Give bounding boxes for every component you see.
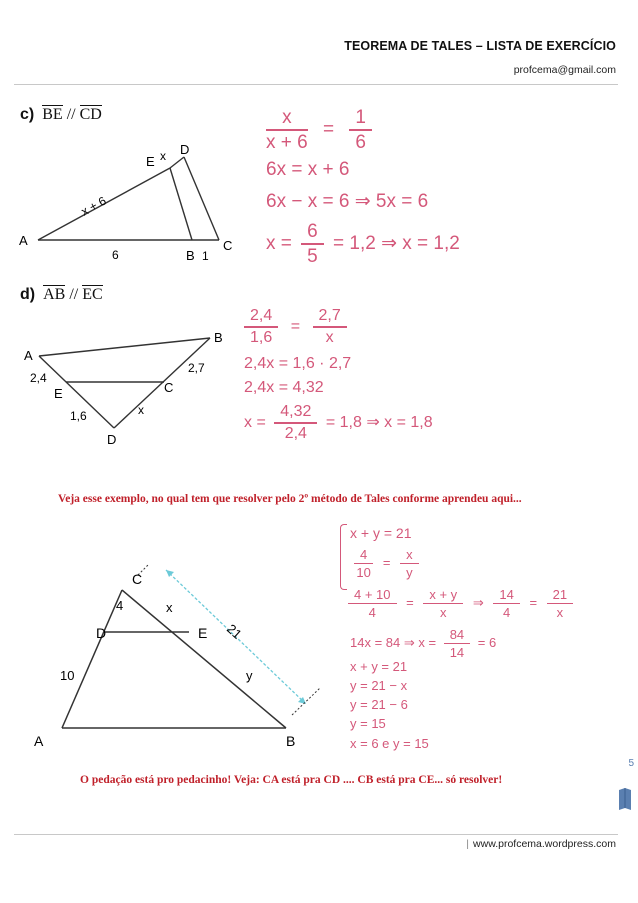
label-x-plus-6: x + 6 (78, 193, 109, 219)
vertex-b: B (214, 330, 223, 345)
section-c-heading (20, 106, 102, 124)
label-six: 6 (112, 248, 119, 262)
numerator: 2,4 (244, 308, 278, 328)
segment-be: BE (42, 106, 63, 123)
vertex-b: B (286, 733, 296, 748)
denominator: x (556, 605, 564, 620)
label-21: 21 (223, 621, 245, 642)
parallel-symbol: // (69, 286, 79, 303)
fraction (423, 588, 463, 619)
vertex-a: A (24, 348, 33, 363)
parallel-symbol: // (66, 106, 76, 123)
eq-final: x = 6 e y = 15 (350, 736, 429, 751)
denominator: 4 (502, 605, 511, 620)
fraction (547, 588, 573, 619)
vertex-c: C (223, 238, 233, 253)
numerator: 1 (349, 108, 372, 131)
fraction (266, 108, 308, 152)
denominator: y (406, 565, 413, 580)
system-eq1: x + y = 21 (350, 525, 412, 541)
system-eq2 (354, 548, 419, 579)
equals-sign: = (290, 318, 301, 336)
numerator: 4,32 (274, 404, 317, 424)
footer (466, 838, 616, 850)
denominator: 1,6 (250, 329, 273, 346)
segment-cd: CD (79, 106, 102, 123)
vertex-e: E (146, 154, 155, 169)
eq-d-line4 (244, 404, 433, 442)
segment-ec: EC (82, 286, 103, 303)
label-one: 1 (202, 249, 209, 263)
fraction (313, 308, 347, 346)
proportion-line: $\frac{4 + 10}{4}$ = $\frac{x + y}{x}$ ⇒ $\frac{14}{4}$ = $\frac{21}{x}$ (348, 588, 573, 619)
numerator: 2,7 (313, 308, 347, 328)
segment-ab: AB (43, 286, 66, 303)
eq-c-line4 (266, 222, 460, 266)
denominator: 14 (449, 645, 465, 660)
triangle-figure-c (14, 138, 249, 268)
page-tab-icon (617, 786, 633, 812)
numerator: x (266, 108, 308, 131)
fraction (348, 588, 397, 619)
expr-left: x = (244, 414, 266, 432)
vertex-b: B (186, 248, 195, 263)
eq-d-line3: 2,4x = 4,32 (244, 379, 324, 396)
fraction (349, 108, 372, 152)
implies-arrow: ⇒ (472, 594, 484, 610)
denominator: 10 (356, 565, 371, 580)
expr-left: x = (266, 233, 292, 255)
expr-left: 14x = 84 ⇒ x = (350, 634, 437, 650)
vertex-e: E (198, 625, 208, 641)
expr-right: = 1,8 ⇒ x = 1,8 (325, 414, 433, 432)
eq-d-line1 (244, 308, 347, 346)
numerator: x (400, 548, 419, 564)
eq-step-1: x + y = 21 (350, 659, 408, 674)
hint-note: O pedação está pro pedacinho! Veja: CA está pra CD .... CB está pra CE... só resolver! (80, 774, 503, 786)
denominator: x (325, 329, 334, 346)
numerator: 21 (547, 588, 573, 604)
eq-step-3: y = 21 − 6 (350, 697, 408, 712)
label-2-7: 2,7 (188, 361, 205, 375)
vertex-a: A (34, 733, 44, 748)
fraction (493, 588, 519, 619)
vertex-c: C (164, 380, 174, 395)
eq-step-4: y = 15 (350, 716, 386, 731)
eq-c-line2: 6x = x + 6 (266, 159, 350, 180)
fraction (444, 628, 470, 659)
vertex-d: D (180, 142, 190, 157)
vertex-a: A (19, 233, 28, 248)
label-x: x (160, 149, 166, 163)
equals-sign: = (382, 554, 391, 570)
denominator: x (440, 605, 447, 620)
header-divider (14, 84, 618, 85)
numerator: 6 (301, 222, 324, 245)
expr-right: = 6 (477, 634, 497, 650)
fraction (244, 308, 278, 346)
expr-right: = 1,2 ⇒ x = 1,2 (333, 233, 460, 255)
label-y: y (246, 668, 253, 683)
fraction (301, 222, 324, 266)
numerator: 4 (354, 548, 373, 564)
fraction (400, 548, 419, 579)
footer-divider (14, 834, 618, 835)
page-number: 5 (628, 758, 634, 769)
eq-step-2: y = 21 − x (350, 678, 408, 693)
denominator: 6 (355, 132, 366, 153)
eq-d-line2: 2,4x = 1,6 · 2,7 (244, 355, 352, 372)
author-email: profcema@gmail.com (513, 64, 616, 76)
denominator: 5 (307, 246, 318, 267)
section-d-heading (20, 286, 103, 304)
denominator: x + 6 (266, 132, 308, 153)
eq-c-line3: 6x − x = 6 ⇒ 5x = 6 (266, 191, 429, 212)
label-10: 10 (60, 668, 75, 683)
denominator: 4 (368, 605, 376, 620)
triangle-figure-example (20, 562, 330, 748)
vertex-d: D (107, 432, 117, 447)
denominator: 2,4 (284, 425, 307, 442)
website-url[interactable]: www.profcema.wordpress.com (473, 838, 616, 850)
numerator: 84 (444, 628, 470, 644)
vertex-d: D (96, 625, 107, 641)
triangle-figure-d (14, 326, 244, 454)
numerator: 4 + 10 (348, 588, 397, 604)
vertex-c: C (132, 571, 143, 587)
eq-x-solution (350, 628, 496, 659)
system-brace (340, 524, 347, 590)
label-4: 4 (116, 598, 124, 613)
label-x: x (166, 600, 173, 615)
equals-sign: = (323, 119, 335, 141)
label-x: x (138, 403, 144, 417)
section-d-label: d) (20, 286, 36, 303)
numerator: x + y (423, 588, 463, 604)
label-2-4: 2,4 (30, 371, 47, 385)
label-1-6: 1,6 (70, 409, 87, 423)
footer-separator: | (466, 838, 470, 850)
eq-c-line1 (266, 108, 372, 152)
document-title: TEOREMA DE TALES – LISTA DE EXERCÍCIO (344, 39, 616, 53)
section-c-label: c) (20, 106, 35, 123)
fraction (274, 404, 317, 442)
vertex-e: E (54, 386, 63, 401)
numerator: 14 (493, 588, 519, 604)
fraction (354, 548, 373, 579)
example-intro-note: Veja esse exemplo, no qual tem que resolver pelo 2º método de Tales conforme aprendeu aqui... (58, 493, 522, 505)
